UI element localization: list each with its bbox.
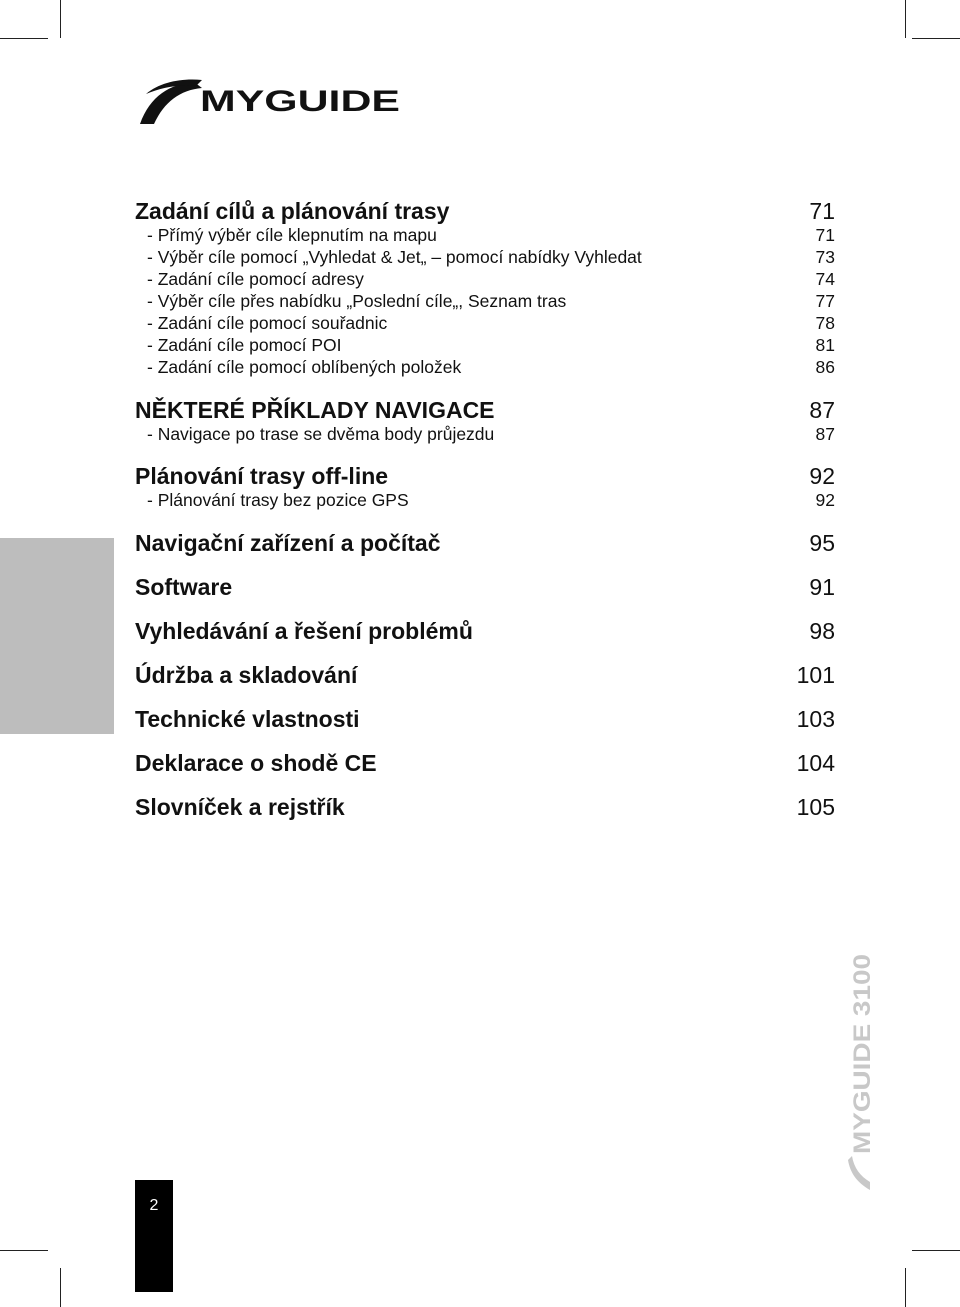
chapter-side-tab bbox=[0, 538, 114, 734]
svg-text:MYGUIDE: MYGUIDE bbox=[200, 85, 400, 118]
toc-section[interactable] bbox=[135, 794, 835, 821]
toc-section-title: Plánování trasy off-line bbox=[135, 463, 389, 489]
toc-section[interactable] bbox=[135, 530, 835, 557]
toc-section[interactable] bbox=[135, 397, 835, 424]
toc-section-page: 104 bbox=[796, 750, 835, 776]
toc-item-title: - Výběr cíle pomocí „Vyhledat & Jet„ – pomocí nabídky Vyhledat bbox=[147, 247, 642, 267]
toc-section[interactable] bbox=[135, 618, 835, 645]
toc-section-page: 92 bbox=[809, 463, 835, 489]
toc-item-title: - Výběr cíle přes nabídku „Poslední cíle„, Seznam tras bbox=[147, 291, 567, 311]
toc-item[interactable] bbox=[135, 313, 835, 334]
toc-item-title: - Plánování trasy bez pozice GPS bbox=[147, 490, 409, 510]
vertical-brand-logo bbox=[840, 940, 880, 1200]
toc-section-title: Vyhledávání a řešení problémů bbox=[135, 618, 473, 644]
toc-section-page: 101 bbox=[796, 662, 835, 688]
toc-item[interactable] bbox=[135, 291, 835, 312]
crop-mark bbox=[905, 0, 906, 38]
toc-item[interactable] bbox=[135, 225, 835, 246]
toc-section-title: Slovníček a rejstřík bbox=[135, 794, 345, 820]
brand-logo bbox=[136, 74, 406, 126]
toc-section-title: Navigační zařízení a počítač bbox=[135, 530, 441, 556]
toc-section[interactable] bbox=[135, 706, 835, 733]
toc-item-title: - Navigace po trase se dvěma body průjezdu bbox=[147, 424, 495, 444]
toc-section-title: Zadání cílů a plánování trasy bbox=[135, 198, 450, 224]
toc-item[interactable] bbox=[135, 490, 835, 511]
toc-item-title: - Přímý výběr cíle klepnutím na mapu bbox=[147, 225, 437, 245]
crop-mark bbox=[0, 38, 48, 39]
crop-mark bbox=[60, 1268, 61, 1307]
toc-section-page: 98 bbox=[809, 618, 835, 644]
toc-section[interactable] bbox=[135, 574, 835, 601]
toc-section[interactable] bbox=[135, 463, 835, 490]
toc-section[interactable] bbox=[135, 662, 835, 689]
crop-mark bbox=[0, 1250, 48, 1251]
toc-item-page: 81 bbox=[815, 335, 835, 355]
svg-text:MYGUIDE 3100: MYGUIDE 3100 bbox=[849, 981, 876, 1154]
toc-item-title: - Zadání cíle pomocí souřadnic bbox=[147, 313, 388, 333]
toc-section-page: 95 bbox=[809, 530, 835, 556]
toc-item-page: 74 bbox=[815, 269, 835, 289]
toc-section-page: 105 bbox=[796, 794, 835, 820]
toc-section-page: 87 bbox=[809, 397, 835, 423]
toc-section-title: NĚKTERÉ PŘÍKLADY NAVIGACE bbox=[135, 397, 495, 423]
toc-item[interactable] bbox=[135, 424, 835, 445]
crop-mark bbox=[60, 0, 61, 38]
toc-item-page: 87 bbox=[815, 424, 835, 444]
crop-mark bbox=[912, 1250, 960, 1251]
page-number: 2 bbox=[135, 1180, 173, 1292]
toc-item[interactable] bbox=[135, 269, 835, 290]
toc-item-title: - Zadání cíle pomocí adresy bbox=[147, 269, 364, 289]
toc-section-title: Software bbox=[135, 574, 233, 600]
toc-item-title: - Zadání cíle pomocí POI bbox=[147, 335, 342, 355]
toc-section[interactable] bbox=[135, 198, 835, 225]
toc-item[interactable] bbox=[135, 247, 835, 268]
toc-item-page: 71 bbox=[815, 225, 835, 245]
toc-section[interactable] bbox=[135, 750, 835, 777]
toc-item-page: 78 bbox=[815, 313, 835, 333]
toc-item-page: 92 bbox=[815, 490, 835, 510]
toc-item[interactable] bbox=[135, 335, 835, 356]
toc-section-page: 103 bbox=[796, 706, 835, 732]
toc-section-title: Deklarace o shodě CE bbox=[135, 750, 377, 776]
toc-item-page: 77 bbox=[815, 291, 835, 311]
toc-item-title: - Zadání cíle pomocí oblíbených položek bbox=[147, 357, 462, 377]
toc-item-page: 73 bbox=[815, 247, 835, 267]
toc-item-page: 86 bbox=[815, 357, 835, 377]
toc-section-page: 91 bbox=[809, 574, 835, 600]
toc-section-page: 71 bbox=[809, 198, 835, 224]
toc-section-title: Údržba a skladování bbox=[135, 662, 358, 688]
crop-mark bbox=[912, 38, 960, 39]
toc-item[interactable] bbox=[135, 357, 835, 378]
toc-section-title: Technické vlastnosti bbox=[135, 706, 360, 732]
crop-mark bbox=[905, 1268, 906, 1307]
